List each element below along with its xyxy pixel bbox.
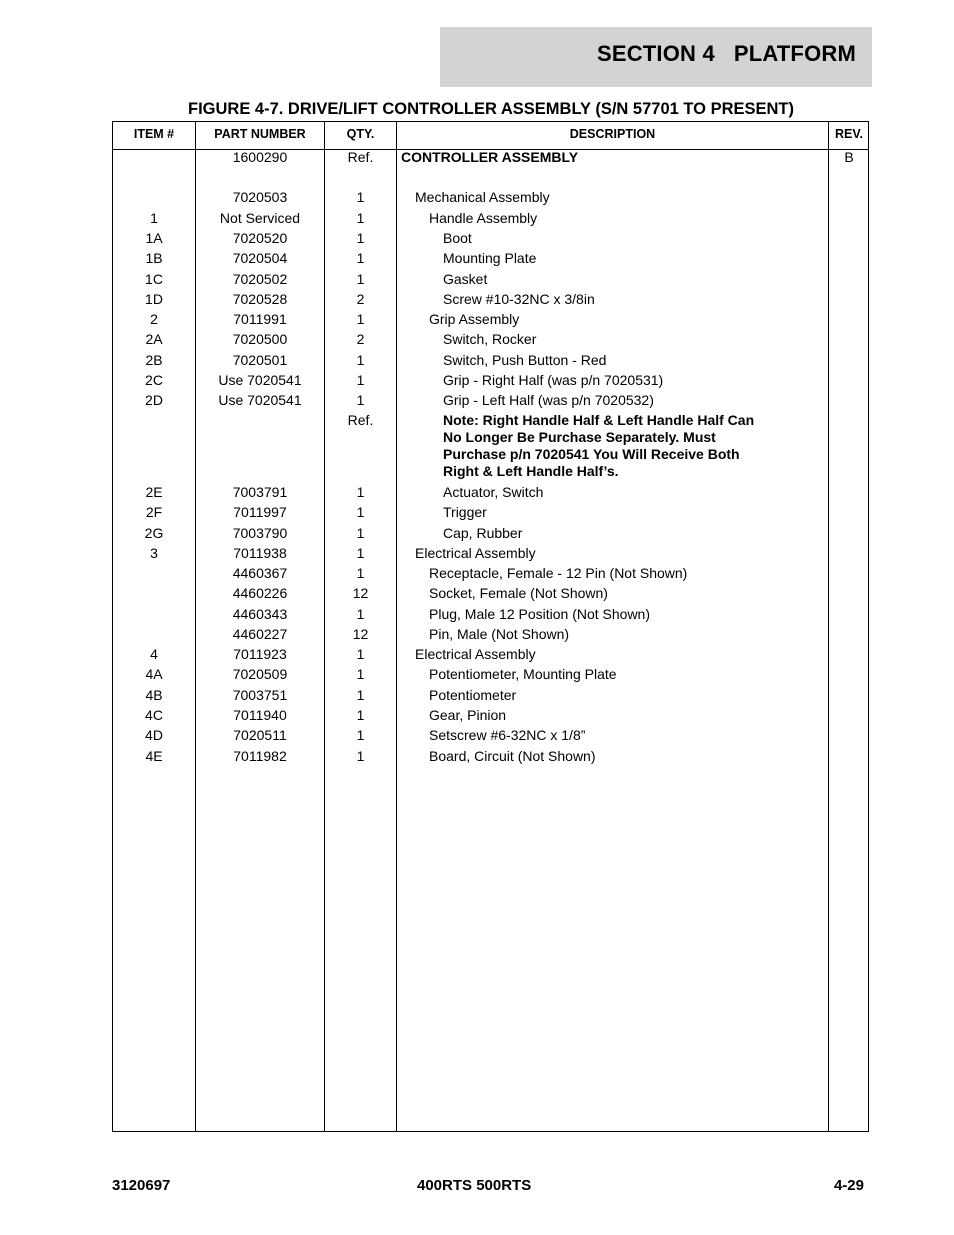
cell-qty: 2 [356, 331, 365, 347]
cell-description: Cap, Rubber [443, 525, 523, 541]
cell-item-number: 2B [145, 352, 163, 368]
cell-part-number: 7020500 [232, 331, 288, 347]
cell-part-number: 7020503 [232, 189, 288, 205]
cell-description: Switch, Push Button - Red [443, 352, 607, 368]
cell-part-number: 7020501 [232, 352, 288, 368]
cell-qty: 1 [356, 687, 365, 703]
cell-part-number: 7011982 [233, 748, 287, 764]
cell-description: Note: Right Handle Half & Left Handle Half Can No Longer Be Purchase Separately. Must Purchase p/n 7020541 You Will Receive Both Right & Left Handle Half’s. [443, 412, 755, 479]
cell-qty: 1 [356, 311, 365, 327]
cell-description: Actuator, Switch [443, 484, 544, 500]
cell-item-number: 2A [145, 331, 163, 347]
cell-description: Plug, Male 12 Position (Not Shown) [429, 606, 650, 622]
cell-part-number: 7020504 [232, 250, 288, 266]
cell-qty: 2 [356, 291, 365, 307]
cell-item-number: 2F [145, 504, 163, 520]
cell-qty: 1 [356, 565, 365, 581]
cell-qty: 1 [356, 606, 365, 622]
cell-part-number: 7003790 [232, 525, 288, 541]
cell-qty: 1 [356, 189, 365, 205]
cell-description: Gear, Pinion [429, 707, 507, 723]
cell-item-number: 4D [145, 727, 163, 743]
cell-item-number: 1D [145, 291, 163, 307]
cell-part-number: 7020520 [232, 230, 288, 246]
cell-qty: Ref. [347, 412, 374, 428]
cell-description: Boot [443, 230, 472, 246]
footer-page-number: 4-29 [833, 1177, 864, 1194]
cell-part-number: 4460343 [232, 606, 288, 622]
cell-item-number: 1C [145, 271, 163, 287]
cell-description: Potentiometer, Mounting Plate [429, 666, 617, 682]
cell-part-number: Not Serviced [219, 210, 301, 226]
cell-item-number: 4E [145, 748, 163, 764]
cell-qty: 1 [356, 707, 365, 723]
cell-qty: 1 [356, 210, 365, 226]
footer-doc-number: 3120697 [112, 1177, 171, 1194]
cell-part-number: Use 7020541 [218, 392, 302, 408]
cell-qty: 1 [356, 392, 365, 408]
figure-title: FIGURE 4-7. DRIVE/LIFT CONTROLLER ASSEMBLY (S/N 57701 TO PRESENT) [187, 100, 795, 118]
cell-qty: 1 [356, 748, 365, 764]
cell-part-number: 1600290 [232, 149, 288, 165]
column-divider [396, 122, 397, 1131]
column-header-rev: REV. [834, 127, 864, 141]
column-divider [828, 122, 829, 1131]
cell-item-number: 4B [145, 687, 163, 703]
cell-qty: 1 [356, 230, 365, 246]
cell-description: Mounting Plate [443, 250, 537, 266]
cell-qty: 1 [356, 504, 365, 520]
section-title: SECTION 4 PLATFORM [596, 41, 856, 66]
cell-qty: 12 [352, 585, 369, 601]
cell-rev: B [844, 149, 854, 165]
cell-qty: 1 [356, 372, 365, 388]
column-header-qty: QTY. [346, 127, 375, 141]
cell-part-number: 7003791 [232, 484, 288, 500]
cell-part-number: Use 7020541 [218, 372, 302, 388]
cell-qty: 1 [356, 727, 365, 743]
cell-item-number: 2 [150, 311, 158, 327]
cell-part-number: 7011940 [233, 707, 287, 723]
cell-qty: 1 [356, 666, 365, 682]
section-header-box [440, 27, 872, 87]
column-header-item: ITEM # [133, 127, 175, 141]
cell-description: Pin, Male (Not Shown) [429, 626, 570, 642]
cell-description: Grip - Right Half (was p/n 7020531) [443, 372, 664, 388]
cell-item-number: 1 [150, 210, 158, 226]
cell-part-number: 4460226 [232, 585, 288, 601]
cell-item-number: 4A [145, 666, 163, 682]
cell-qty: 1 [356, 352, 365, 368]
cell-part-number: 7020528 [232, 291, 288, 307]
cell-item-number: 4 [150, 646, 158, 662]
parts-table [112, 121, 869, 1132]
cell-part-number: 7011938 [233, 545, 287, 561]
cell-description: Receptacle, Female - 12 Pin (Not Shown) [429, 565, 688, 581]
cell-item-number: 2G [144, 525, 164, 541]
cell-item-number: 2E [145, 484, 163, 500]
cell-description: Potentiometer [429, 687, 517, 703]
cell-description: CONTROLLER ASSEMBLY [401, 149, 579, 165]
cell-description: Trigger [443, 504, 487, 520]
cell-description: Mechanical Assembly [415, 189, 550, 205]
cell-description: Grip Assembly [429, 311, 520, 327]
cell-description: Screw #10-32NC x 3/8in [443, 291, 595, 307]
cell-qty: 1 [356, 484, 365, 500]
column-header-description: DESCRIPTION [569, 127, 656, 141]
cell-qty: 12 [352, 626, 369, 642]
cell-part-number: 7011991 [233, 311, 287, 327]
cell-description: Gasket [443, 271, 488, 287]
cell-qty: 1 [356, 646, 365, 662]
cell-description: Setscrew #6-32NC x 1/8” [429, 727, 586, 743]
cell-item-number: 3 [150, 545, 158, 561]
cell-part-number: 7020511 [233, 727, 287, 743]
cell-qty: 1 [356, 525, 365, 541]
cell-part-number: 7003751 [232, 687, 288, 703]
cell-description: Socket, Female (Not Shown) [429, 585, 608, 601]
cell-item-number: 1B [145, 250, 163, 266]
cell-description: Board, Circuit (Not Shown) [429, 748, 596, 764]
cell-item-number: 1A [145, 230, 163, 246]
cell-item-number: 4C [145, 707, 163, 723]
cell-part-number: 7020502 [232, 271, 288, 287]
cell-part-number: 4460367 [232, 565, 288, 581]
cell-description: Electrical Assembly [415, 545, 536, 561]
cell-description: Switch, Rocker [443, 331, 537, 347]
cell-part-number: 7011923 [233, 646, 287, 662]
cell-item-number: 2D [145, 392, 163, 408]
cell-part-number: 4460227 [232, 626, 288, 642]
cell-qty: 1 [356, 545, 365, 561]
cell-description: Grip - Left Half (was p/n 7020532) [443, 392, 654, 408]
cell-qty: 1 [356, 271, 365, 287]
cell-item-number: 2C [145, 372, 163, 388]
cell-description: Handle Assembly [429, 210, 538, 226]
cell-qty: 1 [356, 250, 365, 266]
cell-description: Electrical Assembly [415, 646, 536, 662]
column-header-part-number: PART NUMBER [214, 127, 306, 141]
cell-part-number: 7011997 [233, 504, 287, 520]
cell-qty: Ref. [347, 149, 374, 165]
cell-part-number: 7020509 [232, 666, 288, 682]
footer-model: 400RTS 500RTS [417, 1177, 532, 1194]
